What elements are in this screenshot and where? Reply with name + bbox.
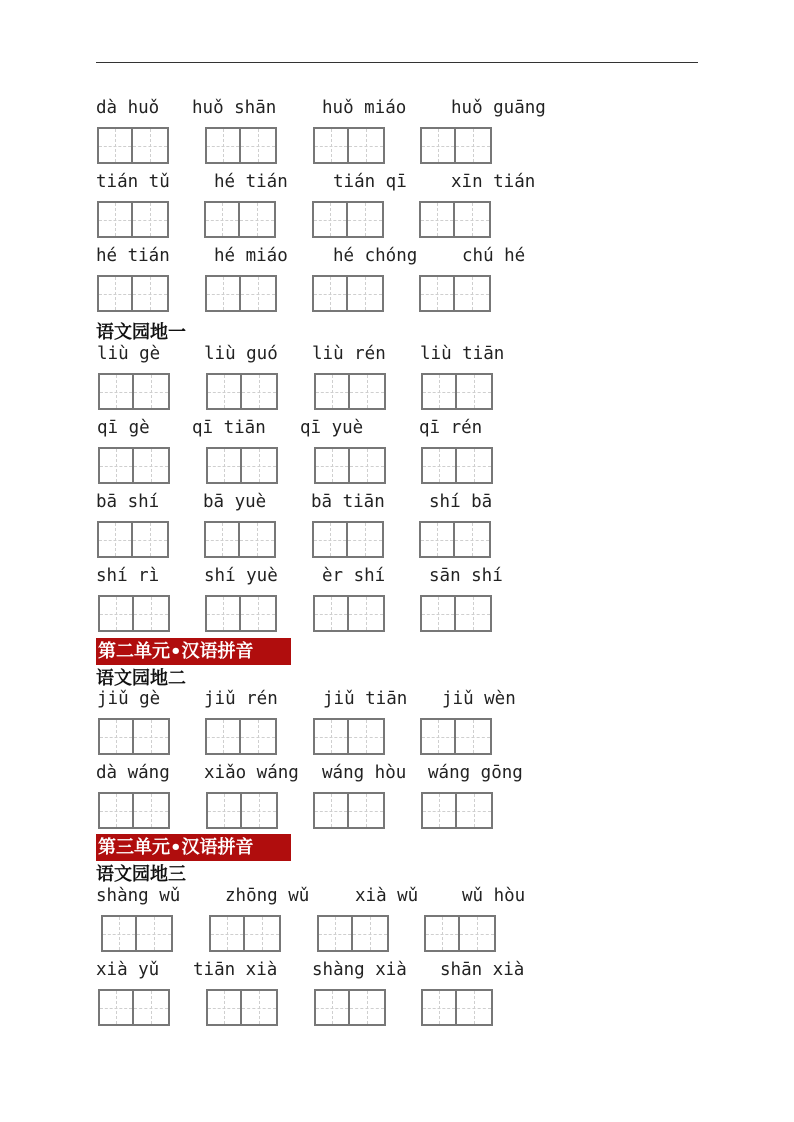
writing-cell[interactable] [456, 129, 490, 162]
pinyin-label: shí rì [96, 566, 160, 586]
pinyin-label: shān xià [440, 960, 525, 980]
pinyin-label: jiǔ tiān [323, 689, 408, 709]
pinyin-label: hé tián [96, 246, 170, 266]
pinyin-label: bā tiān [311, 492, 385, 512]
writing-cell[interactable] [211, 917, 245, 950]
writing-cell[interactable] [99, 277, 133, 310]
writing-cell[interactable] [242, 991, 276, 1024]
writing-cell[interactable] [133, 129, 167, 162]
writing-cell[interactable] [206, 203, 240, 236]
writing-grid[interactable] [419, 201, 491, 238]
writing-cell[interactable] [241, 129, 275, 162]
pinyin-label: xīn tián [451, 172, 536, 192]
writing-cell[interactable] [455, 523, 489, 556]
writing-cell[interactable] [100, 720, 134, 753]
writing-cell[interactable] [353, 917, 387, 950]
pinyin-label: bā yuè [203, 492, 267, 512]
writing-grid[interactable] [313, 792, 385, 829]
pinyin-label: èr shí [322, 566, 386, 586]
writing-grid[interactable] [204, 201, 276, 238]
writing-cell[interactable] [100, 991, 134, 1024]
writing-grid[interactable] [98, 447, 170, 484]
pinyin-label: xià yǔ [96, 960, 160, 980]
writing-cell[interactable] [316, 449, 350, 482]
writing-cell[interactable] [100, 597, 134, 630]
writing-cell[interactable] [208, 375, 242, 408]
writing-cell[interactable] [457, 449, 491, 482]
writing-cell[interactable] [134, 375, 168, 408]
pinyin-label: xià wǔ [355, 886, 419, 906]
writing-cell[interactable] [245, 917, 279, 950]
writing-cell[interactable] [241, 720, 275, 753]
writing-cell[interactable] [455, 277, 489, 310]
writing-cell[interactable] [350, 991, 384, 1024]
pinyin-label: qī tiān [192, 418, 266, 438]
writing-cell[interactable] [207, 720, 241, 753]
writing-cell[interactable] [348, 203, 382, 236]
writing-grid[interactable] [420, 595, 492, 632]
writing-grid[interactable] [314, 989, 386, 1026]
writing-cell[interactable] [348, 523, 382, 556]
writing-cell[interactable] [206, 523, 240, 556]
writing-cell[interactable] [137, 917, 171, 950]
pinyin-label: shí yuè [204, 566, 278, 586]
writing-cell[interactable] [207, 597, 241, 630]
writing-cell[interactable] [207, 129, 241, 162]
writing-cell[interactable] [134, 597, 168, 630]
writing-cell[interactable] [348, 277, 382, 310]
writing-cell[interactable] [100, 449, 134, 482]
pinyin-label: shàng wǔ [96, 886, 181, 906]
unit-3-banner: 第三单元•汉语拼音 [96, 834, 291, 861]
header-rule [96, 62, 698, 63]
writing-grid[interactable] [98, 792, 170, 829]
section-title-garden-3: 语文园地三 [96, 864, 186, 885]
writing-grid[interactable] [205, 595, 277, 632]
writing-grid[interactable] [98, 373, 170, 410]
writing-cell[interactable] [349, 720, 383, 753]
writing-cell[interactable] [208, 794, 242, 827]
writing-cell[interactable] [242, 375, 276, 408]
writing-cell[interactable] [242, 794, 276, 827]
writing-cell[interactable] [456, 597, 490, 630]
pinyin-label: hé miáo [214, 246, 288, 266]
writing-grid[interactable] [98, 989, 170, 1026]
pinyin-label: huǒ guāng [451, 98, 546, 118]
writing-cell[interactable] [350, 449, 384, 482]
writing-cell[interactable] [455, 203, 489, 236]
writing-cell[interactable] [133, 277, 167, 310]
writing-grid[interactable] [313, 718, 385, 755]
writing-cell[interactable] [457, 991, 491, 1024]
pinyin-label: liù gè [97, 344, 161, 364]
pinyin-label: qī rén [419, 418, 483, 438]
pinyin-label: chú hé [462, 246, 526, 266]
writing-grid[interactable] [209, 915, 281, 952]
writing-grid[interactable] [420, 127, 492, 164]
writing-cell[interactable] [315, 794, 349, 827]
writing-cell[interactable] [460, 917, 494, 950]
pinyin-label: jiǔ wèn [442, 689, 516, 709]
writing-grid[interactable] [206, 989, 278, 1026]
writing-grid[interactable] [421, 792, 493, 829]
writing-grid[interactable] [421, 989, 493, 1026]
writing-grid[interactable] [421, 373, 493, 410]
pinyin-label: wáng gōng [428, 763, 523, 783]
writing-cell[interactable] [134, 449, 168, 482]
writing-cell[interactable] [99, 203, 133, 236]
writing-cell[interactable] [315, 720, 349, 753]
section-title-garden-1: 语文园地一 [96, 322, 186, 343]
writing-grid[interactable] [101, 915, 173, 952]
pinyin-label: tián tǔ [96, 172, 170, 192]
writing-cell[interactable] [456, 720, 490, 753]
pinyin-label: tián qī [333, 172, 407, 192]
writing-grid[interactable] [313, 595, 385, 632]
pinyin-label: wáng hòu [322, 763, 407, 783]
pinyin-label: liù rén [312, 344, 386, 364]
writing-cell[interactable] [134, 794, 168, 827]
writing-cell[interactable] [350, 375, 384, 408]
writing-grid[interactable] [206, 373, 278, 410]
pinyin-label: hé tián [214, 172, 288, 192]
writing-grid[interactable] [314, 447, 386, 484]
writing-grid[interactable] [317, 915, 389, 952]
writing-cell[interactable] [133, 203, 167, 236]
writing-cell[interactable] [100, 375, 134, 408]
writing-cell[interactable] [240, 203, 274, 236]
writing-grid[interactable] [205, 718, 277, 755]
writing-cell[interactable] [241, 597, 275, 630]
section-title-garden-2: 语文园地二 [96, 668, 186, 689]
pinyin-label: tiān xià [193, 960, 278, 980]
writing-grid[interactable] [420, 718, 492, 755]
pinyin-label: dà huǒ [96, 98, 160, 118]
writing-grid[interactable] [97, 201, 169, 238]
writing-cell[interactable] [208, 449, 242, 482]
writing-cell[interactable] [423, 375, 457, 408]
pinyin-label: liù tiān [420, 344, 505, 364]
pinyin-label: shàng xià [312, 960, 407, 980]
writing-cell[interactable] [134, 720, 168, 753]
unit-2-banner: 第二单元•汉语拼音 [96, 638, 291, 665]
writing-grid[interactable] [97, 275, 169, 312]
pinyin-label: wǔ hòu [462, 886, 526, 906]
writing-grid[interactable] [98, 595, 170, 632]
pinyin-label: xiǎo wáng [204, 763, 299, 783]
writing-cell[interactable] [99, 129, 133, 162]
writing-cell[interactable] [134, 991, 168, 1024]
writing-grid[interactable] [206, 792, 278, 829]
writing-cell[interactable] [99, 523, 133, 556]
writing-cell[interactable] [241, 277, 275, 310]
pinyin-label: jiǔ gè [97, 689, 161, 709]
writing-cell[interactable] [421, 523, 455, 556]
writing-grid[interactable] [312, 201, 384, 238]
writing-grid[interactable] [419, 521, 491, 558]
writing-grid[interactable] [424, 915, 496, 952]
writing-cell[interactable] [349, 129, 383, 162]
writing-cell[interactable] [421, 203, 455, 236]
pinyin-label: zhōng wǔ [225, 886, 310, 906]
writing-cell[interactable] [207, 277, 241, 310]
writing-cell[interactable] [349, 794, 383, 827]
writing-cell[interactable] [314, 277, 348, 310]
pinyin-label: bā shí [96, 492, 160, 512]
writing-cell[interactable] [422, 720, 456, 753]
pinyin-label: liù guó [204, 344, 278, 364]
writing-cell[interactable] [100, 794, 134, 827]
writing-cell[interactable] [423, 991, 457, 1024]
writing-cell[interactable] [426, 917, 460, 950]
writing-grid[interactable] [205, 275, 277, 312]
writing-cell[interactable] [421, 277, 455, 310]
pinyin-label: sān shí [429, 566, 503, 586]
pinyin-label: qī yuè [300, 418, 364, 438]
writing-cell[interactable] [457, 794, 491, 827]
pinyin-label: dà wáng [96, 763, 170, 783]
pinyin-label: hé chóng [333, 246, 418, 266]
writing-cell[interactable] [423, 794, 457, 827]
writing-cell[interactable] [316, 375, 350, 408]
writing-cell[interactable] [349, 597, 383, 630]
writing-grid[interactable] [312, 521, 384, 558]
writing-grid[interactable] [314, 373, 386, 410]
writing-cell[interactable] [240, 523, 274, 556]
writing-grid[interactable] [205, 127, 277, 164]
writing-grid[interactable] [421, 447, 493, 484]
pinyin-label: huǒ shān [192, 98, 277, 118]
writing-cell[interactable] [133, 523, 167, 556]
writing-cell[interactable] [319, 917, 353, 950]
pinyin-label: jiǔ rén [204, 689, 278, 709]
writing-cell[interactable] [315, 597, 349, 630]
writing-cell[interactable] [316, 991, 350, 1024]
pinyin-label: shí bā [429, 492, 493, 512]
pinyin-label: huǒ miáo [322, 98, 407, 118]
writing-grid[interactable] [312, 275, 384, 312]
writing-grid[interactable] [419, 275, 491, 312]
pinyin-label: qī gè [97, 418, 150, 438]
writing-cell[interactable] [315, 129, 349, 162]
writing-cell[interactable] [457, 375, 491, 408]
writing-grid[interactable] [206, 447, 278, 484]
writing-cell[interactable] [314, 203, 348, 236]
writing-cell[interactable] [103, 917, 137, 950]
writing-grid[interactable] [97, 127, 169, 164]
writing-grid[interactable] [98, 718, 170, 755]
writing-cell[interactable] [314, 523, 348, 556]
writing-grid[interactable] [313, 127, 385, 164]
writing-grid[interactable] [97, 521, 169, 558]
writing-cell[interactable] [208, 991, 242, 1024]
writing-cell[interactable] [422, 597, 456, 630]
writing-grid[interactable] [204, 521, 276, 558]
writing-cell[interactable] [423, 449, 457, 482]
writing-cell[interactable] [422, 129, 456, 162]
writing-cell[interactable] [242, 449, 276, 482]
